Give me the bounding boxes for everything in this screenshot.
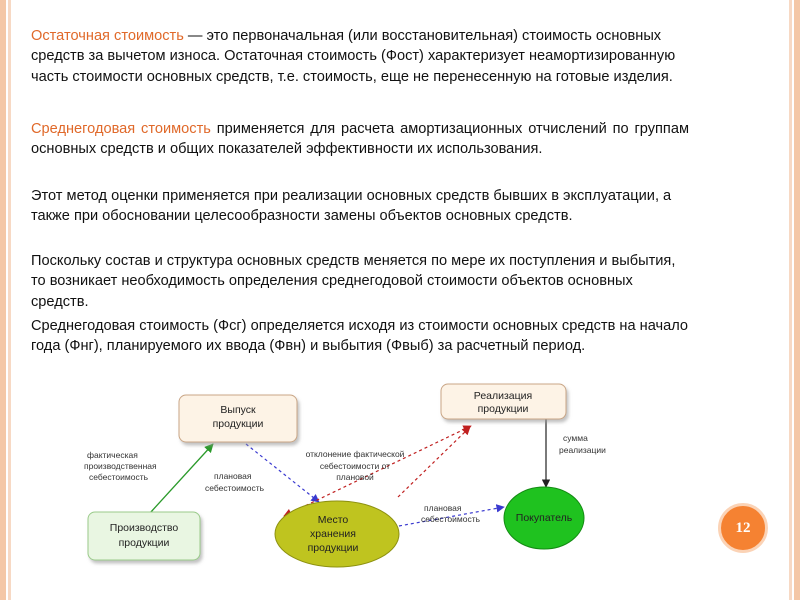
node-production-label-2: продукции [118,537,170,549]
paragraph-valuation-method: Этот метод оценки применяется при реализации основных средств бывших в эксплуатации, а также при обосновании целесообразности замены объектов основных средств. [31,188,672,225]
edge-label-sales-sum-1: сумма [563,433,588,443]
edge-label-actual-cost-3: себестоимость [89,472,149,482]
node-storage-label-3: продукции [307,542,359,554]
node-storage-label-2: хранения [310,528,356,540]
node-output-label-2: продукции [212,418,264,430]
node-sales-label-2: продукции [477,403,529,415]
node-production [88,512,200,560]
edge-label-deviation-1: отклонение фактической [305,449,405,459]
edge-label-sales-sum-2: реализации [559,445,606,455]
paragraph-average-formula: Среднегодовая стоимость (Фсг) определяется исходя из стоимости основных средств на начало года (Фнг), планируемого их ввода (Фвн) и выбытия (Фвыб) за расчетный период. [31,318,689,355]
paragraph-average-annual-value-text: применяется для расчета амортизационных отчислений по группам основных средств и общих показателей эффективности их использования. [31,121,689,158]
edge-label-actual-cost-1: фактическая [87,450,138,460]
paragraph-residual-value-text: — это первоначальная (или восстановительная) стоимость основных средств за вычетом износа. Остаточная стоимость (Фост) характеризует неамортизированную часть стоимости основных средств, т.е. стоимость, еще не перенесенную на готовые изделия. [31,28,676,85]
node-production-label-1: Производство [109,522,179,534]
edge-label-planned-cost-2-line-2: себестоимость [421,514,481,524]
arrow-production-to-output [150,444,213,513]
edge-label-planned-cost-1: плановая [214,471,252,481]
edge-label-actual-cost-2: производственная [84,461,157,471]
node-storage-label-1: Место [317,514,349,526]
paragraph-composition-change: Поскольку состав и структура основных средств меняется по мере их поступления и выбытия, то возникает необходимость определения среднегодовой стоимости объектов основных средств. [31,253,676,310]
term-residual-value: Остаточная стоимость [31,28,184,44]
edge-label-planned-cost-2-line-1: плановая [424,503,462,513]
edge-label-deviation-3: плановой [336,472,374,482]
node-output-label-1: Выпуск [220,404,256,416]
page-number-badge: 12 [718,503,768,553]
node-buyer-label: Покупатель [515,512,573,524]
term-average-annual-value: Среднегодовая стоимость [31,121,211,137]
edge-label-deviation-2: себестоимости от [319,461,391,471]
node-sales-label-1: Реализация [473,390,533,402]
edge-label-planned-cost-2: себестоимость [205,483,265,493]
arrow-storage-to-sales [398,427,470,497]
